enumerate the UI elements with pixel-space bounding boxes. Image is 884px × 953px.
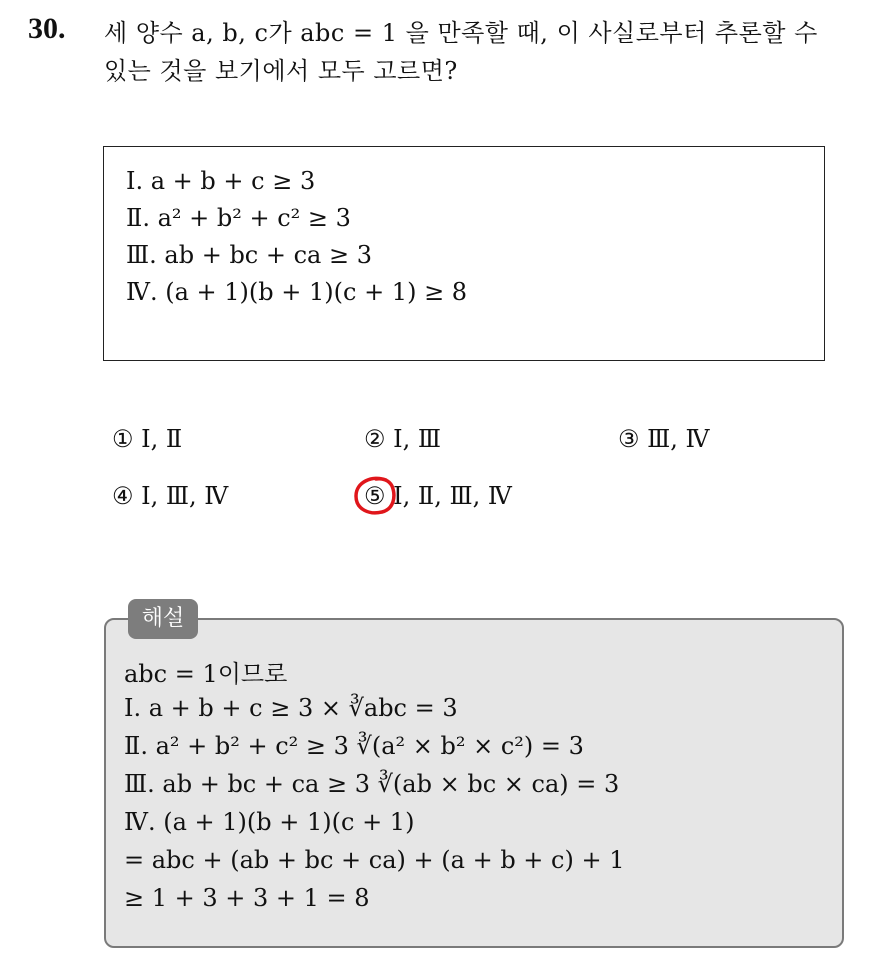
explanation-line-5: Ⅳ. (a + 1)(b + 1)(c + 1) xyxy=(124,808,415,836)
choice-5-text: Ⅰ, Ⅱ, Ⅲ, Ⅳ xyxy=(393,482,512,510)
statement-1: Ⅰ. a + b + c ≥ 3 xyxy=(126,167,316,195)
choice-1-text: Ⅰ, Ⅱ xyxy=(141,425,183,453)
explanation-line-3: Ⅱ. a² + b² + c² ≥ 3 ∛(a² × b² × c²) = 3 xyxy=(124,732,584,760)
explanation-line-4: Ⅲ. ab + bc + ca ≥ 3 ∛(ab × bc × ca) = 3 xyxy=(124,770,620,798)
choice-3-text: Ⅲ, Ⅳ xyxy=(647,425,710,453)
explanation-tag: 해설 xyxy=(128,599,198,639)
statements-box xyxy=(103,146,825,361)
choice-2[interactable] xyxy=(364,425,441,453)
question-text xyxy=(104,14,874,90)
choice-1[interactable] xyxy=(112,425,182,453)
choice-2-text: Ⅰ, Ⅲ xyxy=(393,425,442,453)
question-text-line-2: 있는 것을 보기에서 모두 고르면? xyxy=(104,57,458,85)
choice-5-number: ⑤ xyxy=(364,482,386,510)
choice-4-text: Ⅰ, Ⅲ, Ⅳ xyxy=(141,482,229,510)
choice-1-number: ① xyxy=(112,425,134,453)
choice-4-number: ④ xyxy=(112,482,134,510)
choice-2-number: ② xyxy=(364,425,386,453)
explanation-line-1: abc = 1이므로 xyxy=(124,660,288,688)
question-number: 30. xyxy=(28,12,66,45)
choice-3-number: ③ xyxy=(618,425,640,453)
answer-circle-mark xyxy=(352,474,398,518)
explanation-line-6: = abc + (ab + bc + ca) + (a + b + c) + 1 xyxy=(124,846,625,874)
explanation-line-2: Ⅰ. a + b + c ≥ 3 × ∛abc = 3 xyxy=(124,694,458,722)
choice-3[interactable] xyxy=(618,425,710,453)
choice-4[interactable] xyxy=(112,482,228,510)
statement-3: Ⅲ. ab + bc + ca ≥ 3 xyxy=(126,241,372,269)
question-text-line-1: 세 양수 a, b, c가 abc = 1 을 만족할 때, 이 사실로부터 추론할 수 xyxy=(104,19,818,47)
statement-2: Ⅱ. a² + b² + c² ≥ 3 xyxy=(126,204,351,232)
statement-4: Ⅳ. (a + 1)(b + 1)(c + 1) ≥ 8 xyxy=(126,278,468,306)
explanation-line-7: ≥ 1 + 3 + 3 + 1 = 8 xyxy=(124,884,370,912)
